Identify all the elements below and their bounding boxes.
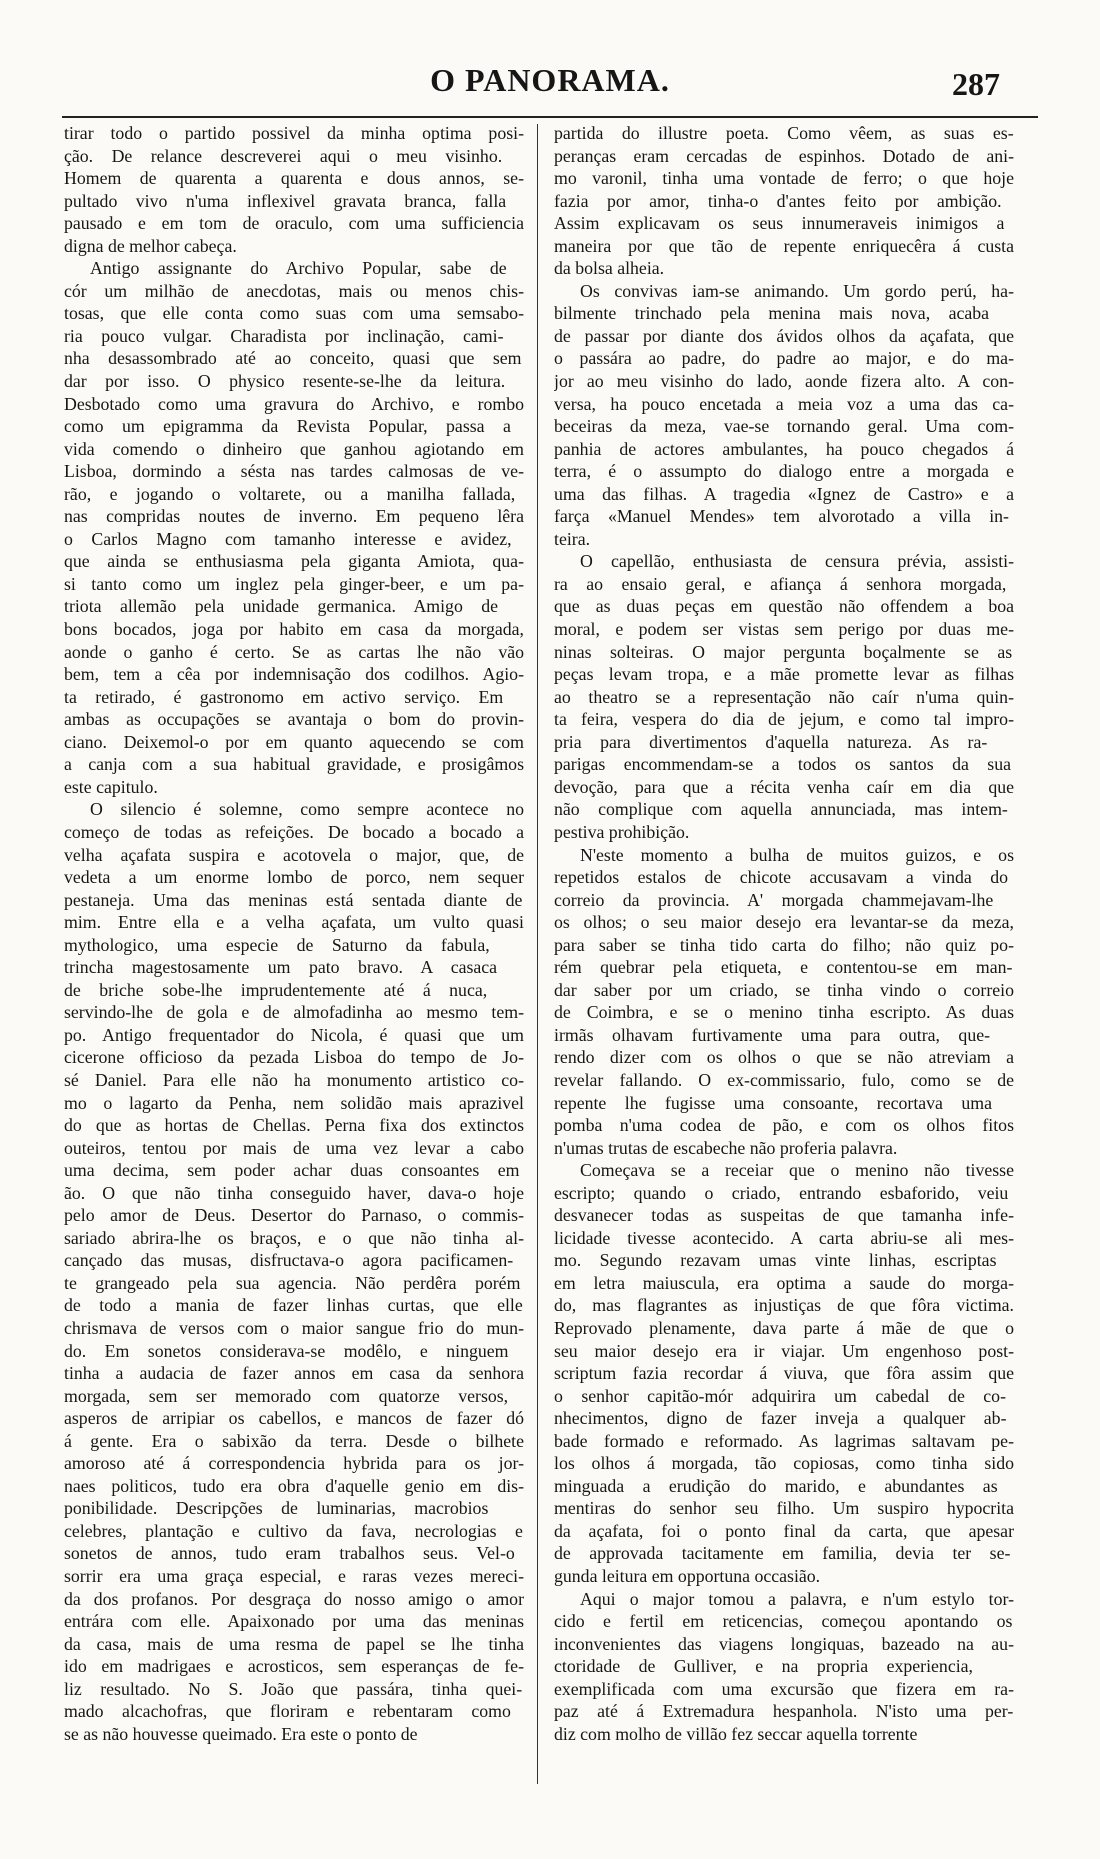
text-line: como um epigramma da Revista Popular, passa a [64,416,511,437]
text-line: repetidos estalos de chicote accusavam a vinda do [554,867,1008,888]
text-line: á gente. Era o sabixão da terra. Desde o bilhete [64,1430,524,1451]
text-line: outeiros, tentou por mais de uma vez levar a cabo [64,1137,524,1158]
text-line: ta feira, vespera do dia de jejum, e como tal impro- [554,709,1014,730]
text-line: o Carlos Magno com tamanho interesse e avidez, [64,528,512,549]
text-line: diz com molho de villão fez seccar aquella torrente [554,1723,918,1744]
left-column [64,122,524,1745]
text-line: te grangeado pela sua agencia. Não perdêra porém [64,1272,521,1293]
text-line: do. Em sonetos considerava-se modêlo, e ninguem [64,1340,509,1361]
text-line: ciano. Deixemol-o por em quanto aquecendo se com [64,731,524,752]
right-column [554,122,1014,1745]
text-line: desvanecer todas as suspeitas de que tamanha infe- [554,1205,1014,1226]
text-line: o senhor capitão-mór adquirira um cabedal de co- [554,1385,1006,1406]
text-line: uma decima, sem poder achar duas consoantes em [64,1160,520,1181]
text-line: jor ao meu visinho do lado, aonde fizera alto. A con- [554,371,1014,392]
text-line: ria pouco vulgar. Charadista por inclinação, cami- [64,325,504,346]
text-line: sariado abrira-lhe os braços, e o que não tinha al- [64,1227,524,1248]
text-line: ra ao ensaio geral, e afiança á senhora morgada, [554,573,1007,594]
text-line: entrára com elle. Apaixonado por uma das meninas [64,1611,524,1632]
text-line: fazia por amor, tinha-o d'antes feito por ambição. [554,190,1002,211]
text-line: mentiras do senhor seu filho. Um suspiro hypocrita [554,1498,1014,1519]
text-line: de passar por diante dos ávidos olhos da açafata, que [554,325,1014,346]
text-line: Lisboa, dormindo a sésta nas tardes calmosas de ve- [64,461,524,482]
text-line: vida comendo o dinheiro que ganhou agiotando em [64,438,524,459]
text-line: este capitulo. [64,776,158,797]
text-line: ido em madrigaes e acrosticos, sem esperanças de fe- [64,1656,524,1677]
text-line: terra, é o assumpto do dialogo entre a morgada e [554,461,1014,482]
text-line: sé Daniel. Para elle não ha monumento artistico co- [64,1069,524,1090]
text-line: peças levam tropa, e a mãe promette levar as filhas [554,664,1014,685]
text-line: rém quebrar pela etiqueta, e contentou-se em man- [554,957,1013,978]
text-line: os olhos; o seu maior desejo era levantar-se da meza, [554,912,1014,933]
text-line: moral, e podem ser vistas sem perigo por duas me- [554,619,1014,640]
text-line: Reprovado plenamente, dava parte á mãe de que o [554,1317,1014,1338]
text-line: Desbotado como uma gravura do Archivo, e rombo [64,393,524,414]
text-line: ctoridade de Gulliver, e na propria experiencia, [554,1656,973,1677]
text-line: los olhos á morgada, tão copiosas, como tinha sido [554,1453,1014,1474]
text-line: aonde o ganho é certo. Se as cartas lhe não vão [64,641,524,662]
text-line: que as duas peças em questão não offendem a boa [554,596,1014,617]
text-line: triota allemão pela unidade germanica. Amigo de [64,596,499,617]
text-line: para saber se tinha tido carta do filho; não quiz po- [554,934,1014,955]
text-line: bem, tem a cêa por indemnisação dos codilhos. Agio- [64,664,524,685]
text-line: rão, e jogando o voltarete, ou a manilha fallada, [64,483,516,504]
text-line: teira. [554,528,591,549]
text-line: de approvada tacitamente em familia, devia ter se- [554,1543,1011,1564]
text-line: ao theatro se a representação não caír n'uma quin- [554,686,1014,707]
text-line: ambas as occupações se avantaja o bom do provin- [64,709,524,730]
text-line: pultado vivo n'uma inflexivel gravata branca, falla [64,190,507,211]
text-line: amoroso até á correspondencia hybrida para os jor- [64,1453,524,1474]
text-line: correio da provincia. A' morgada chammejavam-lhe [554,889,994,910]
text-line: devoção, para que a récita venha caír em dia que [554,776,1014,797]
text-line: em letra maiuscula, era optima a saude do morga- [554,1272,1014,1293]
text-line: si tanto como um inglez pela ginger-beer, e um pa- [64,573,524,594]
text-line: repente lhe fugisse uma consoante, recortava uma [554,1092,992,1113]
text-line: cançado das musas, disfructava-o agora pacificamen- [64,1250,514,1271]
text-line: inconvenientes das viagens longiquas, bazeado na au- [554,1633,1014,1654]
text-line: beceiras da meza, vae-se tornando geral. Uma com- [554,416,1014,437]
text-line: tosas, que elle conta como suas com uma semsabo- [64,303,524,324]
text-line: versa, ha pouco encetada a meia voz a uma das ca- [554,393,1014,414]
page-number: 287 [952,66,1000,102]
text-line: mo o lagarto da Penha, nem solidão mais aprazivel [64,1092,524,1113]
text-line: mado alcachofras, que floriram e rebentaram como [64,1701,511,1722]
text-line: gunda leitura em opportuna occasião. [554,1566,821,1586]
text-line: Antigo assignante do Archivo Popular, sabe de [90,258,507,279]
column-divider [537,124,538,1784]
text-line: farça «Manuel Mendes» tem alvorotado a villa in- [554,506,1009,527]
text-line: celebres, plantação e cultivo da fava, necrologias e [64,1520,523,1541]
text-line: Homem de quarenta a quarenta e dous annos, se- [64,168,524,189]
text-line: servindo-lhe de gola e de almofadinha ao mesmo tem- [64,1002,524,1023]
text-line: chrismava de versos com o maior sangue frio do mun- [64,1317,524,1338]
text-line: nas compridas noutes de inverno. Em pequeno lêra [64,506,524,527]
text-line: Assim explicavam os seus innumeraveis inimigos a [554,213,1005,234]
text-line: minguada a erudição do marido, e abundantes as [554,1475,998,1496]
text-line: tinha a audacia de fazer annos em casa da senhora [64,1363,524,1384]
text-line: partida do illustre poeta. Como vêem, as suas es- [554,123,1014,143]
text-line: pestaneja. Uma das meninas está sentada diante de [64,889,523,910]
text-line: do, mas flagrantes as injustiças de que fôra victima. [554,1295,1014,1316]
text-line: pria para divertimentos d'aquella natureza. As ra- [554,731,988,752]
text-line: ção. De relance descreverei aqui o meu visinho. [64,145,503,166]
text-line: paz até á Extremadura hespanhola. N'isto uma per- [554,1701,1014,1722]
text-line: trincha magestosamente um pato bravo. A casaca [64,957,498,978]
text-line: pausado e em tom de oraculo, com uma sufficiencia [64,213,524,234]
text-line: escripto; quando o criado, entrando esbaforido, veiu [554,1182,1009,1203]
text-line: scriptum fazia recordar á viuva, que fôra assim que [554,1363,1014,1384]
text-line: seu maior desejo era ir viajar. Um engenhoso post- [554,1340,1014,1361]
text-line: velha açafata suspira e acotovela o major, que, de [64,844,524,865]
text-line: pestiva prohibição. [554,821,690,842]
text-line: panhia de actores ambulantes, ha pouco chegados á [554,438,1014,459]
text-line: ninas solteiras. O major pergunta boçalmente se as [554,641,1013,662]
text-line: digna de melhor cabeça. [64,235,237,256]
text-line: Os convivas iam-se animando. Um gordo perú, ha- [580,280,1014,301]
text-line: revelar fallando. O ex-commissario, fulo, como se de [554,1069,1014,1090]
text-line: começo de todas as refeições. De bocado a bocado a [64,821,524,842]
text-line: liz resultado. No S. João que passára, tinha quei- [64,1678,523,1699]
text-line: se as não houvesse queimado. Era este o ponto de [64,1723,418,1744]
text-line: peranças eram cercadas de espinhos. Dotado de ani- [554,145,1014,166]
text-line: vedeta a um enorme lombo de porco, nem sequer [64,867,524,888]
text-line: da açafata, foi o ponto final da carta, que apesar [554,1520,1014,1541]
text-line: que ainda se enthusiasma pela giganta Amiota, qua- [64,551,524,572]
text-line: mo varonil, tinha uma vontade de ferro; o que hoje [554,168,1014,189]
text-line: mo. Segundo rezavam umas vinte linhas, escriptas [554,1250,997,1271]
text-line: exemplificada com uma excursão que fizera em ra- [554,1678,1014,1699]
text-line: da casa, mais de uma resma de papel se lhe tinha [64,1633,524,1654]
page-header [0,62,1100,102]
text-line: rendo dizer com os olhos o que se não atreviam a [554,1047,1014,1068]
text-line: morgada, sem ser memorado com quatorze versos, [64,1385,509,1406]
text-line: asperos de arripiar os cabellos, e mancos de fazer dó [64,1408,524,1429]
text-line: irmãs olhavam furtivamente uma para outra, que- [554,1024,991,1045]
text-line: bade formado e reformado. As lagrimas saltavam pe- [554,1430,1014,1451]
text-line: parigas encommendam-se a todos os santos da sua [554,754,1011,775]
text-line: o passára ao padre, do padre ao major, e do ma- [554,348,1014,369]
text-line: maneira por que tão de repente enriquecêra á custa [554,235,1014,256]
text-line: de Coimbra, e se o menino tinha escripto. As duas [554,1002,1014,1023]
text-line: Começava se a receiar que o menino não tivesse [580,1160,1014,1181]
text-line: dar por isso. O physico resente-se-lhe da leitura. [64,371,506,392]
text-line: n'umas trutas de escabeche não proferia palavra. [554,1137,898,1158]
text-line: licidade tivesse acontecido. A carta abriu-se ali mes- [554,1227,1014,1248]
text-line: sorrir era uma graça especial, e raras vezes mereci- [64,1566,524,1586]
header-rule [62,116,1038,118]
text-line: cido e fertil em reticencias, começou apontando os [554,1611,1013,1632]
text-line: uma das filhas. A tragedia «Ignez de Castro» e a [554,483,1014,504]
text-line: pelo amor de Deus. Desertor do Parnaso, o commis- [64,1205,524,1226]
text-line: da dos profanos. Por desgraça do nosso amigo o amor [64,1588,524,1609]
text-line: O capellão, enthusiasta de censura prévia, assisti- [580,551,1014,572]
text-line: O silencio é solemne, como sempre acontece no [90,799,524,820]
text-line: bilmente trinchado pela menina mais nova, acaba [554,303,990,324]
text-line: ão. O que não tinha conseguido haver, dava-o hoje [64,1182,524,1203]
text-line: pomba n'uma codea de pão, e com os olhos fitos [554,1115,1014,1136]
text-line: mim. Entre ella e a velha açafata, um vulto quasi [64,912,524,933]
text-line: naes politicos, tudo era obra d'aquelle genio em dis- [64,1475,524,1496]
text-line: nhecimentos, digno de fazer inveja a qualquer ab- [554,1408,1007,1429]
text-line: a canja com a sua habitual gravidade, e prosigâmos [64,754,524,775]
text-line: de todo a mania de fazer linhas curtas, que elle [64,1295,523,1316]
text-line: sonetos de annos, tudo eram trabalhos seus. Vel-o [64,1543,515,1564]
text-line: bons bocados, joga por habito em casa da morgada, [64,619,524,640]
text-line: de briche sobe-lhe imprudentemente até á nuca, [64,979,488,1000]
text-line: tirar todo o partido possivel da minha optima posi- [64,123,524,143]
text-line: dar saber por um criado, se tinha vindo o correio [554,979,1014,1000]
page-title: O PANORAMA. [430,62,670,98]
text-line: do que as hortas de Chellas. Perna fixa dos extinctos [64,1115,524,1136]
text-line: po. Antigo frequentador do Nicola, é quasi que um [64,1024,524,1045]
text-line: da bolsa alheia. [554,258,665,279]
text-line: nha desassombrado até ao conceito, quasi que sem [64,348,522,369]
text-line: ta retirado, é gastronomo em activo serviço. Em [64,686,504,707]
text-line: Aqui o major tomou a palavra, e n'um estylo tor- [580,1588,1014,1609]
text-line: cór um milhão de anecdotas, mais ou menos chis- [64,280,524,301]
text-line: N'este momento a bulha de muitos guizos, e os [580,844,1014,865]
text-line: cicerone officioso da pezada Lisboa do tempo de Jo- [64,1047,524,1068]
text-line: mythologico, uma especie de Saturno da fabula, [64,934,490,955]
text-line: ponibilidade. Descripções de luminarias, macrobios [64,1498,489,1519]
text-line: não complique com aquella annunciada, mas intem- [554,799,1008,820]
